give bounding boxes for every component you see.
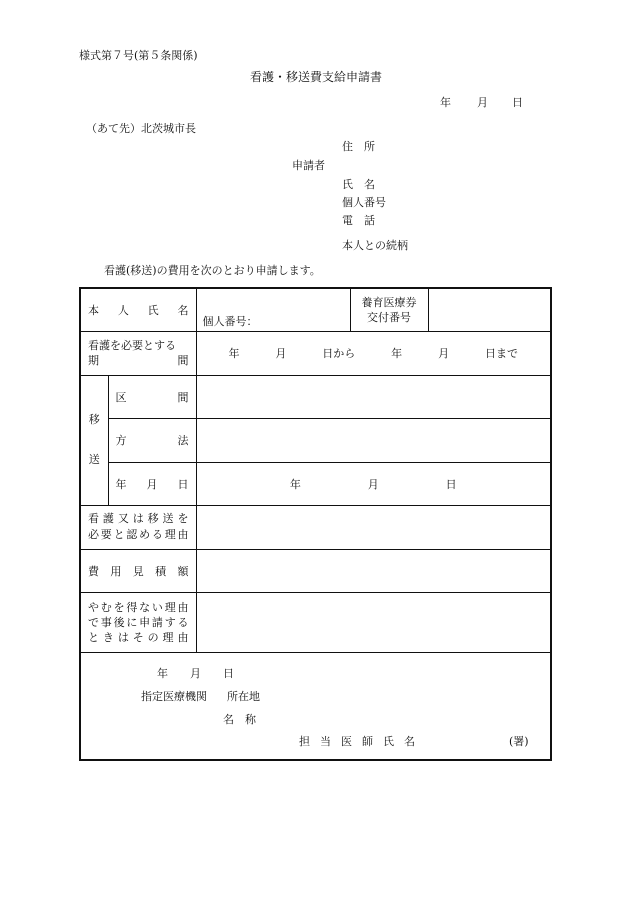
period-label-line2a: 期 <box>88 354 99 367</box>
reason-label-line2: 必 要 と 認 め る 理 由 <box>88 528 189 541</box>
date-year: 年 <box>440 96 451 109</box>
applicant-personal-number-label: 個人番号 <box>342 196 386 209</box>
date-label-text: 年 月 日 <box>115 477 189 491</box>
date-value-1: 月 <box>367 477 379 491</box>
row-reason <box>80 505 551 549</box>
method-label <box>108 418 196 462</box>
period-values <box>197 345 551 361</box>
doctor-name-label: 担当医師氏名 <box>299 734 425 748</box>
applicant-phone-label: 電 話 <box>342 214 375 227</box>
form-title: 看護・移送費支給申請書 <box>250 70 383 84</box>
location-label: 所在地 <box>227 689 260 703</box>
section-label <box>108 375 196 418</box>
addressee: （あて先）北茨城市長 <box>86 122 196 135</box>
person-name-label <box>80 288 196 331</box>
row-estimate <box>80 549 551 592</box>
personal-number-cell[interactable] <box>196 288 350 331</box>
seal-label: (署) <box>509 734 529 748</box>
period-label <box>80 331 196 375</box>
row-date <box>80 462 551 505</box>
institution-name-label: 名 称 <box>223 712 256 726</box>
ryoiku-number-field[interactable] <box>428 288 551 331</box>
ryoiku-label-line1: 養育医療券 <box>361 295 417 309</box>
application-form-table <box>79 287 552 761</box>
statement: 看護(移送)の費用を次のとおり申請します。 <box>104 264 321 277</box>
method-field[interactable] <box>196 418 551 462</box>
reason-field[interactable] <box>196 505 551 549</box>
unavoidable-label-line1: や む を 得 な い 理 由 <box>88 600 189 614</box>
transfer-label <box>80 375 108 505</box>
ryoiku-label-line2: 交付番号 <box>367 310 411 324</box>
period-value-0: 年 <box>228 347 240 360</box>
applicant-address-label: 住 所 <box>342 140 375 153</box>
period-label-line1: 看護を必要とする <box>88 339 176 352</box>
estimate-label <box>80 549 196 592</box>
period-value-5: 日まで <box>484 347 518 360</box>
transfer-label-char1: 移 <box>88 413 100 426</box>
period-value-1: 月 <box>275 347 287 360</box>
date-label <box>108 462 196 505</box>
row-certification <box>80 652 551 760</box>
cert-date: 年 月 日 <box>157 666 234 680</box>
period-field[interactable] <box>196 331 551 375</box>
applicant-section-label: 申請者 <box>292 159 325 172</box>
date-field[interactable] <box>196 462 551 505</box>
method-label-text: 方 法 <box>115 434 189 447</box>
row-period <box>80 331 551 375</box>
personal-number-label: 個人番号： <box>202 314 258 328</box>
unavoidable-label <box>80 592 196 652</box>
estimate-field[interactable] <box>196 549 551 592</box>
certification-cell <box>80 652 551 760</box>
row-section <box>80 375 551 418</box>
applicant-relation-label: 本人との続柄 <box>342 239 408 252</box>
institution-label: 指定医療機関 <box>141 689 207 703</box>
period-label-line2b: 間 <box>177 354 189 367</box>
period-value-2: 日から <box>322 347 356 360</box>
date-value-2: 日 <box>445 477 457 491</box>
estimate-label-text: 費 用 見 積 額 <box>88 564 189 578</box>
unavoidable-label-line3: と き は そ の 理 由 <box>88 630 189 644</box>
form-number: 様式第７号(第５条関係) <box>79 49 198 62</box>
date-values <box>197 476 551 492</box>
row-unavoidable <box>80 592 551 652</box>
date-month: 月 <box>477 96 488 109</box>
reason-label <box>80 505 196 549</box>
reason-label-line1: 看 護 又 は 移 送 を <box>88 512 189 525</box>
period-value-3: 年 <box>391 347 403 360</box>
section-label-text: 区 間 <box>115 390 189 404</box>
unavoidable-label-line2: で 事 後 に 申 請 す る <box>88 615 189 629</box>
date-day: 日 <box>512 96 523 109</box>
applicant-name-label: 氏 名 <box>342 178 375 191</box>
unavoidable-field[interactable] <box>196 592 551 652</box>
person-name-text: 本 人 氏 名 <box>88 303 189 317</box>
row-method <box>80 418 551 462</box>
ryoiku-label <box>350 288 428 331</box>
row-person <box>80 288 551 331</box>
transfer-label-char2: 送 <box>88 453 100 466</box>
date-value-0: 年 <box>289 477 301 491</box>
period-value-4: 月 <box>438 347 450 360</box>
section-field[interactable] <box>196 375 551 418</box>
